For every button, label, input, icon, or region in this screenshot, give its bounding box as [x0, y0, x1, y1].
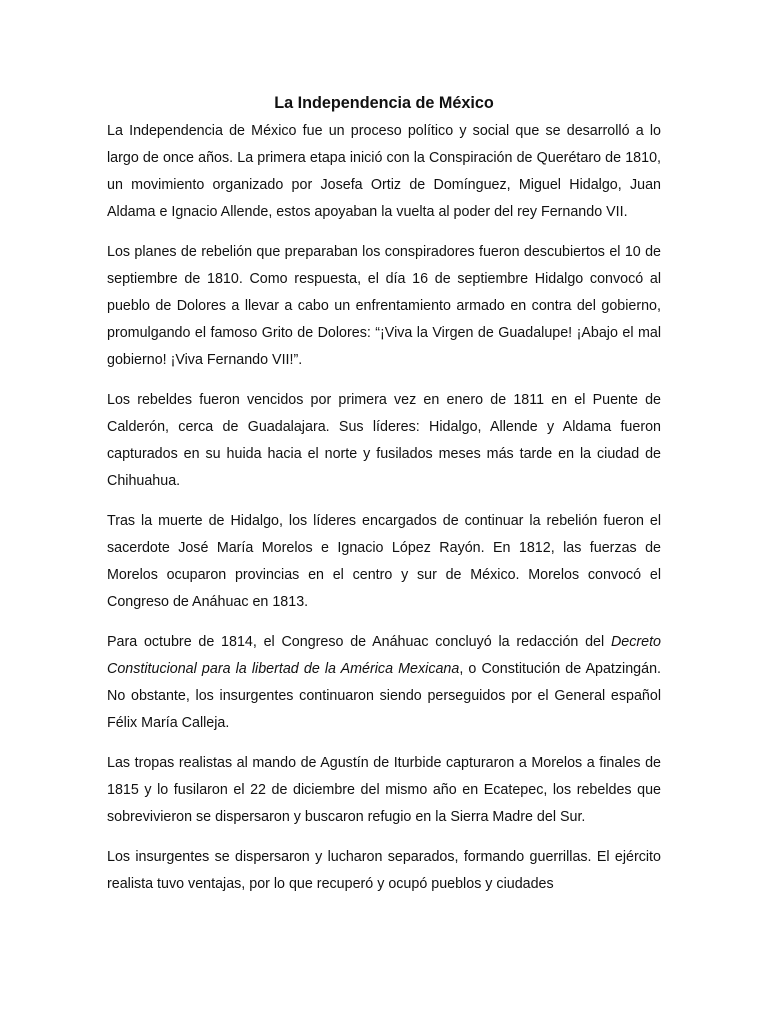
paragraph-3: Los rebeldes fueron vencidos por primera vez en enero de 1811 en el Puente de Calderón, cerca de Guadalajara. Sus líderes: Hidalgo, Allende y Aldama fueron capturados en su huida hacia el norte y fusilados meses más tarde en la ciudad de Chihuahua. [107, 392, 661, 489]
paragraph-7: Los insurgentes se dispersaron y lucharon separados, formando guerrillas. El ejército realista tuvo ventajas, por lo que recuperó y ocupó pueblos y ciudades [107, 849, 661, 892]
paragraph-2: Los planes de rebelión que preparaban los conspiradores fueron descubiertos el 10 de septiembre de 1810. Como respuesta, el día 16 de septiembre Hidalgo convocó al pueblo de Dolores a llevar a cabo un enfrentamiento armado en contra del gobierno, promulgando el famoso Grito de Dolores: “¡Viva la Virgen de Guadalupe! ¡Abajo el mal gobierno! ¡Viva Fernando VII!”. [107, 244, 661, 368]
document-title: La Independencia de México [274, 94, 494, 112]
paragraph-1: La Independencia de México fue un proceso político y social que se desarrolló a lo largo de once años. La primera etapa inició con la Conspiración de Querétaro de 1810, un movimiento organizado por Josefa Ortiz de Domínguez, Miguel Hidalgo, Juan Aldama e Ignacio Allende, estos apoyaban la vuelta al poder del rey Fernando VII. [107, 123, 661, 220]
paragraph-5-italic-title: Decreto Constitucional para la libertad de la América Mexicana [107, 634, 661, 677]
paragraph-6: Las tropas realistas al mando de Agustín de Iturbide capturaron a Morelos a finales de 1815 y lo fusilaron el 22 de diciembre del mismo año en Ecatepec, los rebeldes que sobrevivieron se dispersaron y buscaron refugio en la Sierra Madre del Sur. [107, 755, 661, 825]
paragraph-5-text-after: , o Constitución de Apatzingán. No obstante, los insurgentes continuaron siendo perseguidos por el General español Félix María Calleja. [107, 661, 661, 731]
paragraph-5 [107, 629, 661, 737]
paragraph-5-text-before: Para octubre de 1814, el Congreso de Anáhuac concluyó la redacción del [107, 634, 611, 650]
paragraph-4: Tras la muerte de Hidalgo, los líderes encargados de continuar la rebelión fueron el sacerdote José María Morelos e Ignacio López Rayón. En 1812, las fuerzas de Morelos ocuparon provincias en el centro y sur de México. Morelos convocó el Congreso de Anáhuac en 1813. [107, 513, 661, 610]
